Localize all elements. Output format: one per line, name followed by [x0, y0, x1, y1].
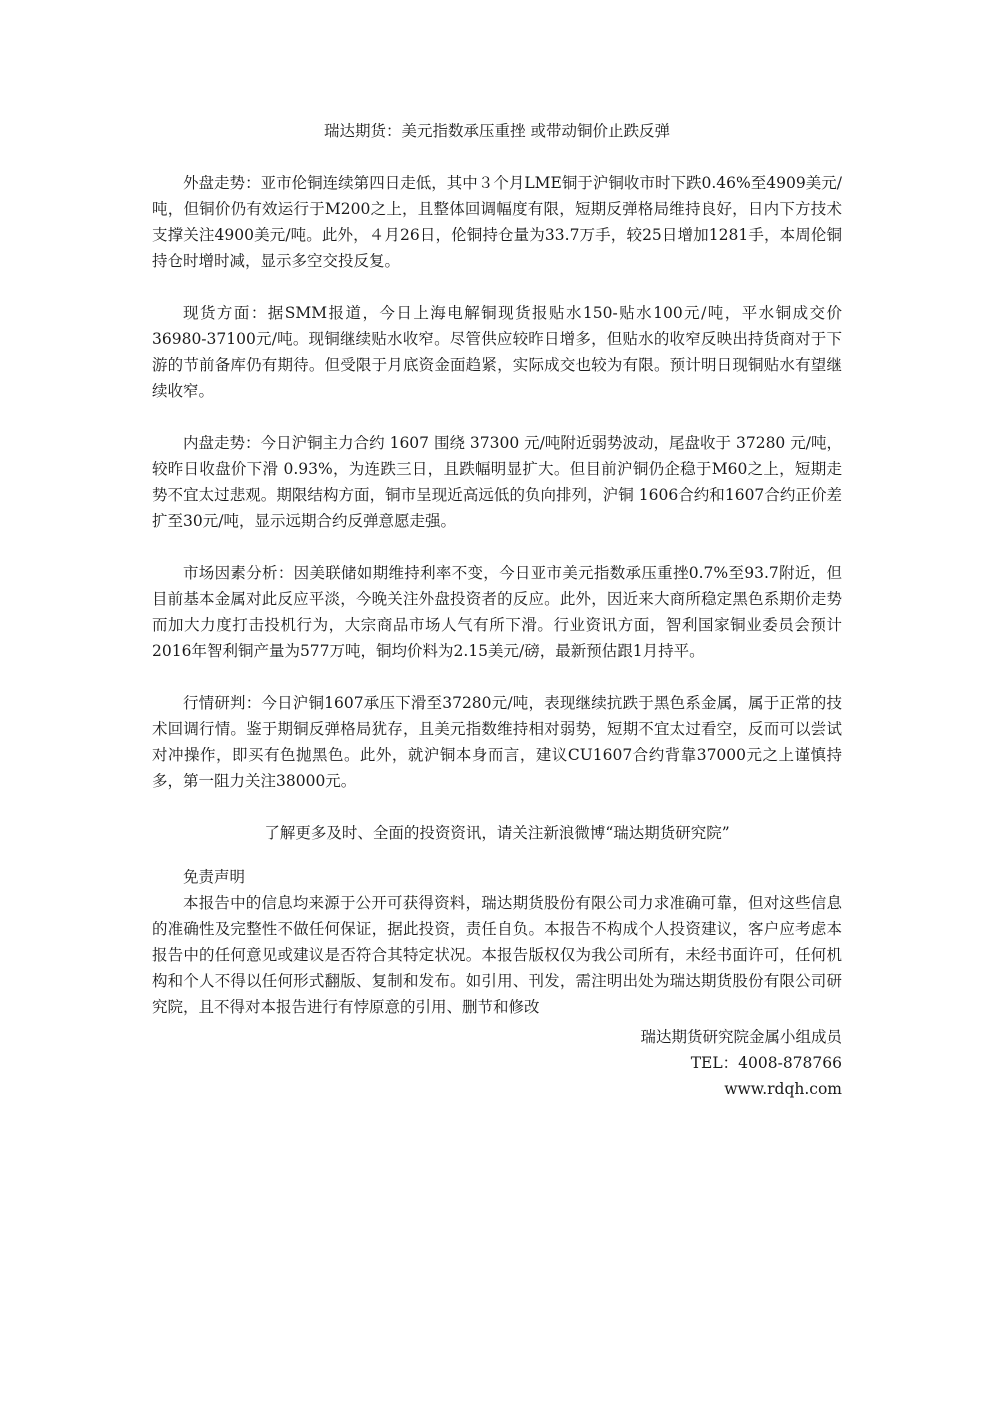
disclaimer-body: 本报告中的信息均来源于公开可获得资料，瑞达期货股份有限公司力求准确可靠，但对这些信息的准确性及完整性不做任何保证，据此投资，责任自负。本报告不构成个人投资建议，客户应考虑本报告中的任何意见或建议是否符合其特定状况。本报告版权仅为我公司所有，未经书面许可，任何机构和个人不得以任何形式翻版、复制和发布。如引用、刊发，需注明出处为瑞达期货股份有限公司研究院，且不得对本报告进行有悖原意的引用、删节和修改	[152, 894, 842, 1016]
paragraph-spot-market: 现货方面：据SMM报道，今日上海电解铜现货报贴水150-贴水100元/吨，平水铜成交价36980-37100元/吨。现铜继续贴水收窄。尽管供应较昨日增多，但贴水的收窄反映出持货商对于下游的节前备库仍有期待。但受限于月底资金面趋紧，实际成交也较为有限。预计明日现铜贴水有望继续收窄。	[152, 304, 842, 400]
paragraph-domestic-market: 内盘走势：今日沪铜主力合约 1607 围绕 37300 元/吨附近弱势波动，尾盘收于 37280 元/吨，较昨日收盘价下滑 0.93%，为连跌三日，且跌幅明显扩大。但目前沪铜仍企稳于M60之上，短期走势不宜太过悲观。期限结构方面，铜市呈现近高远低的负向排列，沪铜 1606合约和1607合约正价差扩至30元/吨，显示远期合约反弹意愿走强。	[152, 434, 842, 530]
paragraph-market-factors: 市场因素分析：因美联储如期维持利率不变，今日亚市美元指数承压重挫0.7%至93.7附近，但目前基本金属对此反应平淡，今晚关注外盘投资者的反应。此外，因近来大商所稳定黑色系期价走势而加大力度打击投机行为，大宗商品市场人气有所下滑。行业资讯方面，智利国家铜业委员会预计2016年智利铜产量为577万吨，铜均价料为2.15美元/磅，最新预估跟1月持平。	[152, 564, 842, 660]
paragraph-overseas-market: 外盘走势：亚市伦铜连续第四日走低，其中３个月LME铜于沪铜收市时下跌0.46%至4909美元/吨，但铜价仍有效运行于M200之上，且整体回调幅度有限，短期反弹格局维持良好，日内下方技术支撑关注4900美元/吨。此外，４月26日，伦铜持仓量为33.7万手，较25日增加1281手，本周伦铜持仓时增时减，显示多空交投反复。	[152, 174, 842, 270]
report-page	[152, 118, 842, 1102]
report-title: 瑞达期货：美元指数承压重挫 或带动铜价止跌反弹	[324, 122, 670, 140]
disclaimer-heading: 免责声明	[183, 868, 246, 886]
signature-tel: TEL：4008-878766	[690, 1054, 842, 1072]
signature-team: 瑞达期货研究院金属小组成员	[640, 1028, 842, 1046]
follow-notice: 了解更多及时、全面的投资资讯，请关注新浪微博“瑞达期货研究院”	[264, 824, 730, 842]
paragraph-outlook: 行情研判：今日沪铜1607承压下滑至37280元/吨，表现继续抗跌于黑色系金属，属于正常的技术回调行情。鉴于期铜反弹格局犹存，且美元指数维持相对弱势，短期不宜太过看空，反而可以尝试对冲操作，即买有色抛黑色。此外，就沪铜本身而言，建议CU1607合约背靠37000元之上谨慎持多，第一阻力关注38000元。	[152, 694, 842, 790]
signature-website: www.rdqh.com	[724, 1080, 842, 1098]
